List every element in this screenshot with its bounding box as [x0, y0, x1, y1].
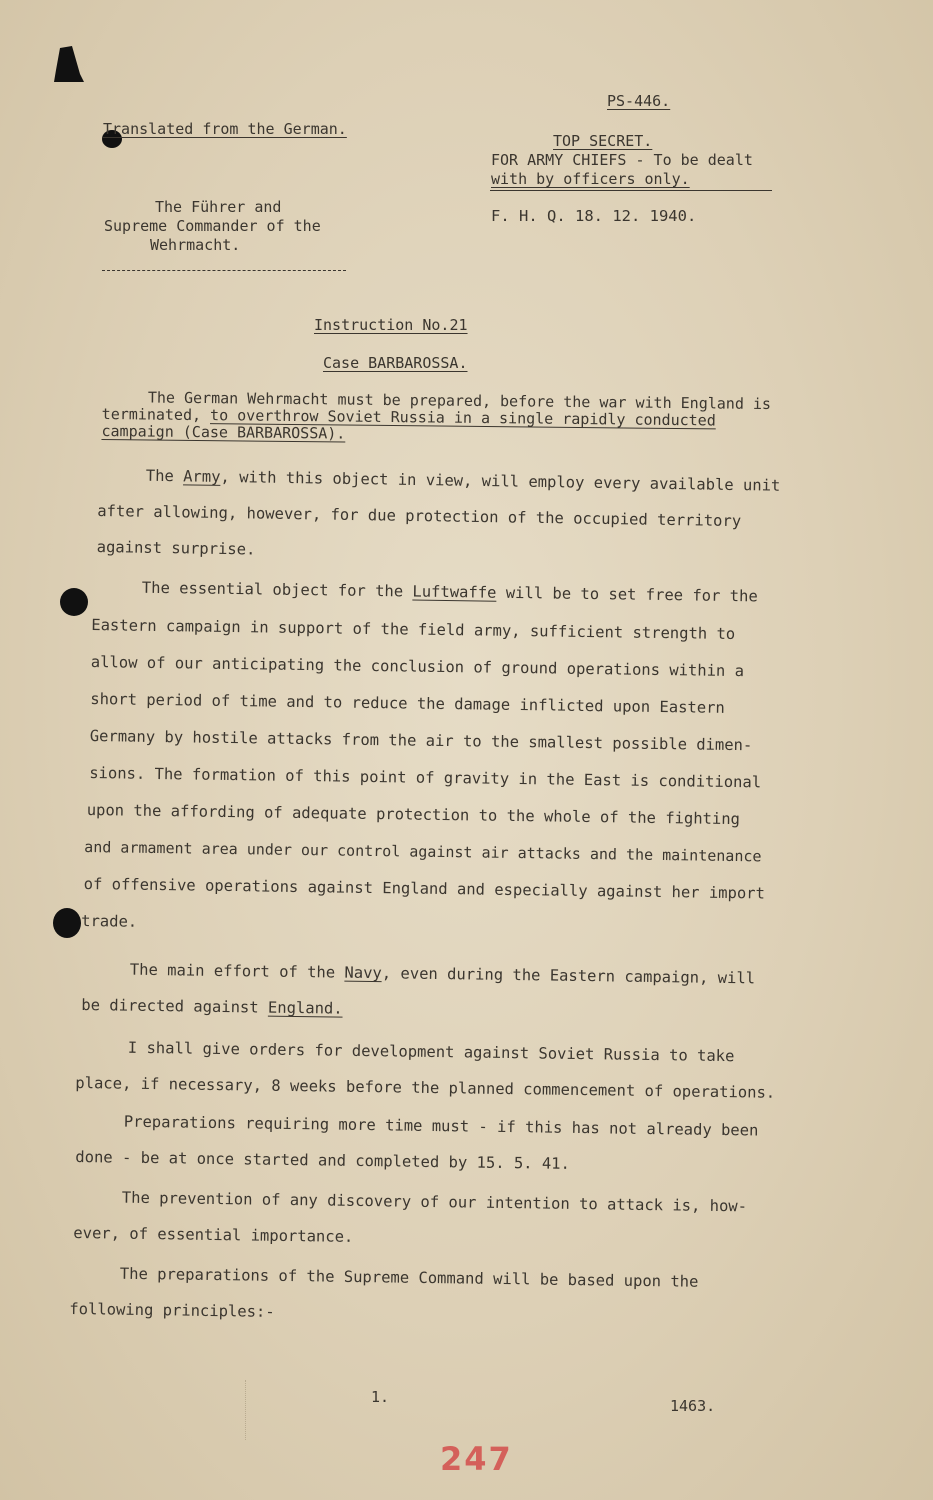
origin-line-1: The Führer and: [155, 198, 282, 216]
paragraph-8: [69, 1264, 790, 1334]
p6-line-2: done - be at once started and completed by 15. 5. 41.: [75, 1147, 571, 1173]
archive-number: 1463.: [670, 1397, 716, 1415]
binding-clip-mark: [50, 44, 86, 84]
p3-line-10: trade.: [81, 911, 138, 931]
paragraph-5: [75, 1038, 806, 1108]
p8-line-1: The preparations of the Supreme Command will be based upon the: [119, 1264, 699, 1291]
p4-line-1c: , even during the Eastern campaign, will: [381, 964, 756, 988]
p6-line-1: Preparations requiring more time must - if this has not already been: [123, 1112, 759, 1140]
handling-line-1: FOR ARMY CHIEFS - To be dealt: [491, 151, 753, 169]
page-number: 1.: [371, 1388, 390, 1406]
p3-line-4: short period of time and to reduce the damage inflicted upon Eastern: [90, 690, 725, 717]
p2-line-3: against surprise.: [96, 537, 256, 559]
paragraph-7: [73, 1188, 794, 1258]
p5-line-1: I shall give orders for development against Soviet Russia to take: [127, 1038, 735, 1066]
p3-line-1: [142, 579, 758, 606]
p4-line-2a: be directed against: [81, 995, 269, 1017]
origin-line-3: Wehrmacht.: [150, 236, 241, 254]
instruction-title: Instruction No.21: [314, 316, 468, 334]
paragraph-3: [83, 578, 818, 948]
p3-line-1c: will be to set free for the: [496, 583, 758, 606]
paragraph-6: [75, 1112, 796, 1182]
p7-line-1: The prevention of any discovery of our intention to attack is, how-: [121, 1188, 748, 1216]
date-line: F. H. Q. 18. 12. 1940.: [491, 207, 697, 225]
archive-stamp-number: 247: [440, 1440, 513, 1478]
paragraph-4: [81, 960, 802, 1030]
p4-england: England.: [267, 998, 343, 1018]
margin-mark: [245, 1380, 246, 1440]
p4-line-1: [130, 961, 755, 988]
origin-separator: [102, 270, 346, 271]
p2-line-1c: , with this object in view, will employ every available unit: [220, 467, 781, 495]
p3-line-9: of offensive operations against England and especially against her import: [83, 874, 766, 903]
p2-line-1a: The: [145, 466, 184, 486]
translated-note: Translated from the German.: [103, 120, 347, 138]
p5-line-2: place, if necessary, 8 weeks before the planned commencement of operations.: [75, 1073, 776, 1102]
p3-line-3: allow of our anticipating the conclusion of ground operations within a: [90, 653, 745, 681]
paragraph-2: [96, 466, 817, 577]
p3-line-2: Eastern campaign in support of the field army, sufficient strength to: [91, 616, 736, 644]
p4-line-1a: The main effort of the: [129, 960, 345, 982]
punch-hole-top: [60, 588, 88, 616]
p1-line-3: campaign (Case BARBAROSSA).: [101, 421, 346, 443]
p1-line-2b: to overthrow Soviet Russia in a single rapidly conducted: [210, 406, 716, 430]
p1-line-2a: terminated,: [101, 404, 211, 425]
p8-line-2: following principles:-: [69, 1299, 275, 1321]
p7-line-2: ever, of essential importance.: [73, 1223, 354, 1246]
p1-line-1: The German Wehrmacht must be prepared, before the war with England is: [147, 388, 772, 414]
p2-line-1: [146, 467, 781, 495]
p3-line-8: and armament area under our control against air attacks and the maintenance: [84, 837, 762, 866]
classification: TOP SECRET.: [553, 132, 653, 150]
handling-underline: [490, 190, 772, 191]
case-title: Case BARBAROSSA.: [323, 354, 468, 372]
origin-line-2: Supreme Commander of the: [104, 217, 321, 235]
p3-line-1a: The essential object for the: [141, 578, 413, 601]
p4-navy: Navy: [344, 963, 382, 983]
p3-luftwaffe: Luftwaffe: [412, 582, 497, 602]
p2-army: Army: [183, 467, 221, 486]
handling-line-2: with by officers only.: [491, 170, 690, 188]
p3-line-6: sions. The formation of this point of gravity in the East is conditional: [89, 764, 762, 792]
p2-line-2: after allowing, however, for due protection of the occupied territory: [97, 501, 742, 531]
p4-line-2: [81, 996, 343, 1018]
paragraph-1: [101, 388, 822, 456]
punch-hole-bottom: [53, 908, 81, 938]
p3-line-5: Germany by hostile attacks from the air to the smallest possible dimen-: [89, 727, 753, 755]
p3-line-7: upon the affording of adequate protection to the whole of the fighting: [86, 801, 741, 829]
doc-reference: PS-446.: [607, 92, 671, 110]
